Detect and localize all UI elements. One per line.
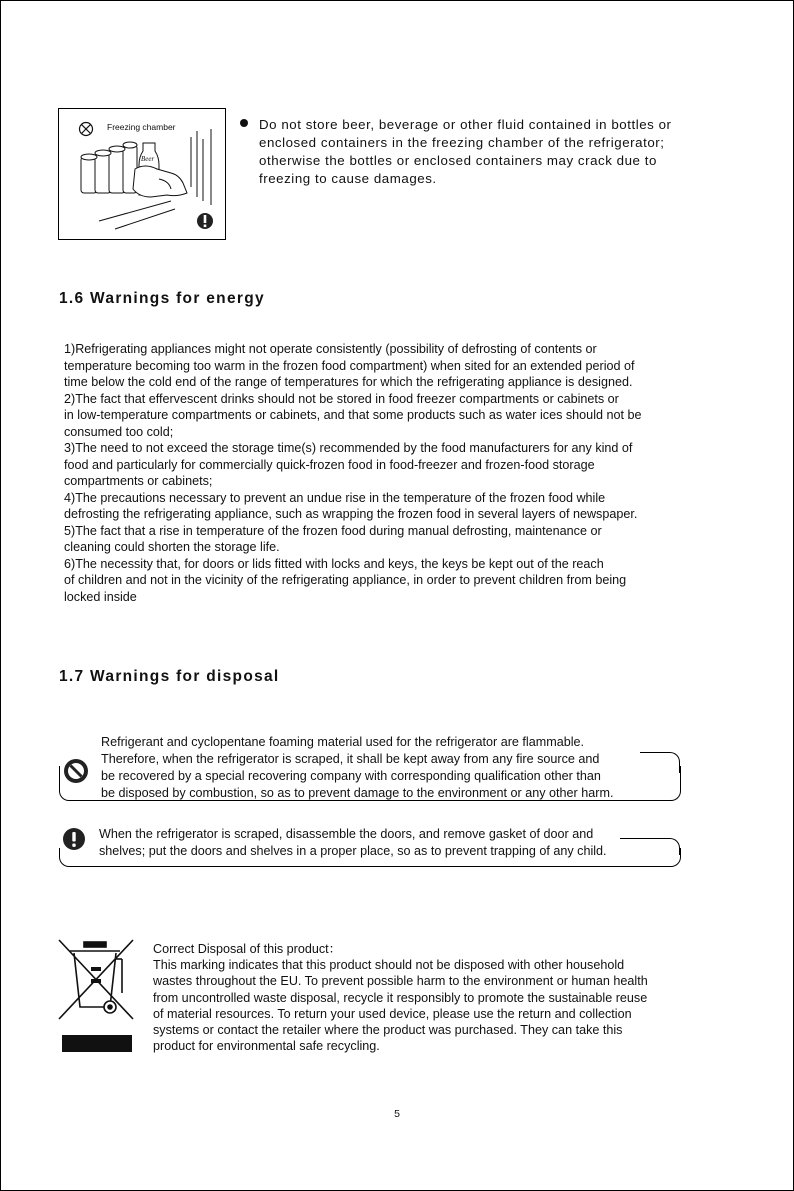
- energy-section-heading: 1.6 Warnings for energy: [59, 290, 265, 307]
- freezer-illustration: [58, 108, 226, 240]
- weee-disposal-text: Correct Disposal of this product： This marking indicates that this product should not be disposed with other household wastes throughout the EU. To prevent possible harm to the environment or human health from uncontrolled waste disposal, recycle it responsibly to promote the sustainable reuse of material resources. To return your used device, please use the return and collection systems or contact the retailer where the product was purchased. They can take this product for environmental safe recycling.: [153, 942, 648, 1054]
- energy-line: defrosting the refrigerating appliance, such as wrapping the frozen food in several layers of newspaper.: [64, 507, 638, 521]
- energy-line: food and particularly for commercially quick-frozen food in food-freezer and frozen-food storage: [64, 457, 595, 472]
- energy-line: 4)The precautions necessary to prevent an undue rise in the temperature of the frozen food while: [64, 490, 606, 505]
- scrap-door-warning-text: When the refrigerator is scraped, disassemble the doors, and remove gasket of door and shelves; put the doors and shelves in a proper place, so as to prevent trapping of any child.: [99, 827, 607, 858]
- energy-line: compartments or cabinets;: [64, 474, 213, 488]
- bullet-dot: [240, 119, 248, 127]
- energy-line: 6)The necessity that, for doors or lids fitted with locks and keys, the keys be kept out of the reach: [64, 556, 604, 571]
- flammable-warning-text: Refrigerant and cyclopentane foaming material used for the refrigerator are flammable. Therefore, when the refrigerator is scraped, it shall be kept away from any fire source and be recovered by a special recovering company with corresponding qualification other than be disposed by combustion, so as to prevent damage to the environment or any other harm.: [101, 735, 614, 800]
- disposal-section-heading: 1.7 Warnings for disposal: [59, 668, 280, 685]
- warning-box-frame-corner: [640, 752, 680, 773]
- energy-line: temperature becoming too warm in the frozen food compartment) when sited for an extended period of: [64, 358, 635, 373]
- energy-line: consumed too cold;: [64, 424, 174, 439]
- svg-text:Freezing chamber: Freezing chamber: [107, 122, 176, 132]
- svg-text:Beer: Beer: [141, 155, 155, 163]
- energy-warnings-paragraph: [64, 341, 724, 605]
- page-number: 5: [394, 1108, 400, 1120]
- energy-line: 1)Refrigerating appliances might not operate consistently (possibility of defrosting of contents or: [64, 342, 597, 356]
- energy-line: locked inside: [64, 589, 137, 604]
- energy-line: 3)The need to not exceed the storage time(s) recommended by the food manufacturers for any kind of: [64, 441, 633, 455]
- energy-line: time below the cold end of the range of temperatures for which the refrigerating appliance is designed.: [64, 375, 633, 389]
- energy-line: 5)The fact that a rise in temperature of the frozen food during manual defrosting, maintenance or: [64, 523, 602, 538]
- warning-box-frame-corner: [620, 838, 680, 855]
- prohibited-icon: [80, 123, 93, 136]
- energy-line: 2)The fact that effervescent drinks should not be stored in food freezer compartments or cabinets or: [64, 391, 619, 406]
- energy-line: cleaning could shorten the storage life.: [64, 540, 280, 554]
- weee-black-bar: [62, 1035, 132, 1052]
- energy-line: of children and not in the vicinity of the refrigerating appliance, in order to prevent children from being: [64, 573, 627, 587]
- weee-crossed-bin-icon: [56, 937, 136, 1023]
- beer-bottles-drawing: [59, 109, 225, 239]
- freezer-warning-text: Do not store beer, beverage or other fluid contained in bottles or enclosed containers in the freezing chamber of the refrigerator; otherwise the bottles or enclosed containers may crack due to freezing to cause damages.: [259, 117, 672, 186]
- warning-exclamation-icon: [197, 213, 213, 229]
- energy-line: in low-temperature compartments or cabinets, and that some products such as water ices should not be: [64, 408, 642, 422]
